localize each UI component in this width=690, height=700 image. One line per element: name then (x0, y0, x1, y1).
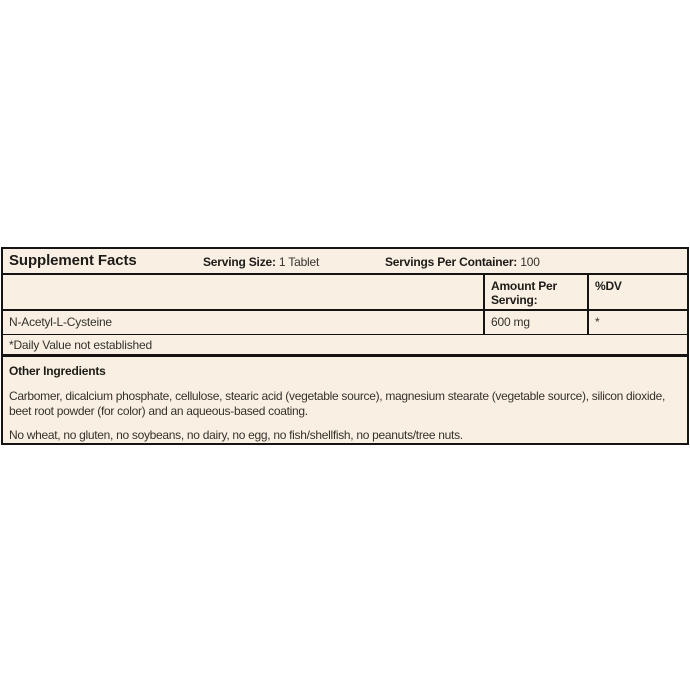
amount-per-serving-header: Amount Per Serving: (483, 275, 587, 309)
other-ingredients-heading: Other Ingredients (9, 364, 106, 378)
ingredient-amount: 600 mg (483, 311, 587, 334)
panel-header-row (3, 249, 687, 275)
serving-size-value: 1 Tablet (278, 255, 320, 269)
other-ingredients-section (3, 357, 687, 443)
servings-per-container (385, 255, 540, 269)
supplement-facts-panel (1, 247, 689, 445)
column-header-row (3, 275, 687, 311)
percent-dv-header: %DV (587, 275, 687, 309)
panel-title: Supplement Facts (9, 252, 137, 269)
daily-value-footnote: *Daily Value not established (3, 335, 687, 357)
servings-per-container-value: 100 (520, 255, 540, 269)
ingredient-dv: * (587, 311, 687, 334)
serving-size (203, 255, 319, 269)
servings-per-container-label: Servings Per Container: (385, 255, 518, 269)
table-row (3, 311, 687, 335)
serving-size-label: Serving Size: (203, 255, 276, 269)
other-ingredients-list: Carbomer, dicalcium phosphate, cellulose, stearic acid (vegetable source), magnesium stearate (vegetable source), silicon dioxide, beet root powder (for color) and an aqueous-based coating. (9, 389, 666, 418)
column-header-empty-cell (3, 275, 483, 309)
ingredient-name: N-Acetyl-L-Cysteine (9, 315, 112, 329)
allergen-statement: No wheat, no gluten, no soybeans, no dairy, no egg, no fish/shellfish, no peanuts/tree nuts. (9, 428, 463, 442)
